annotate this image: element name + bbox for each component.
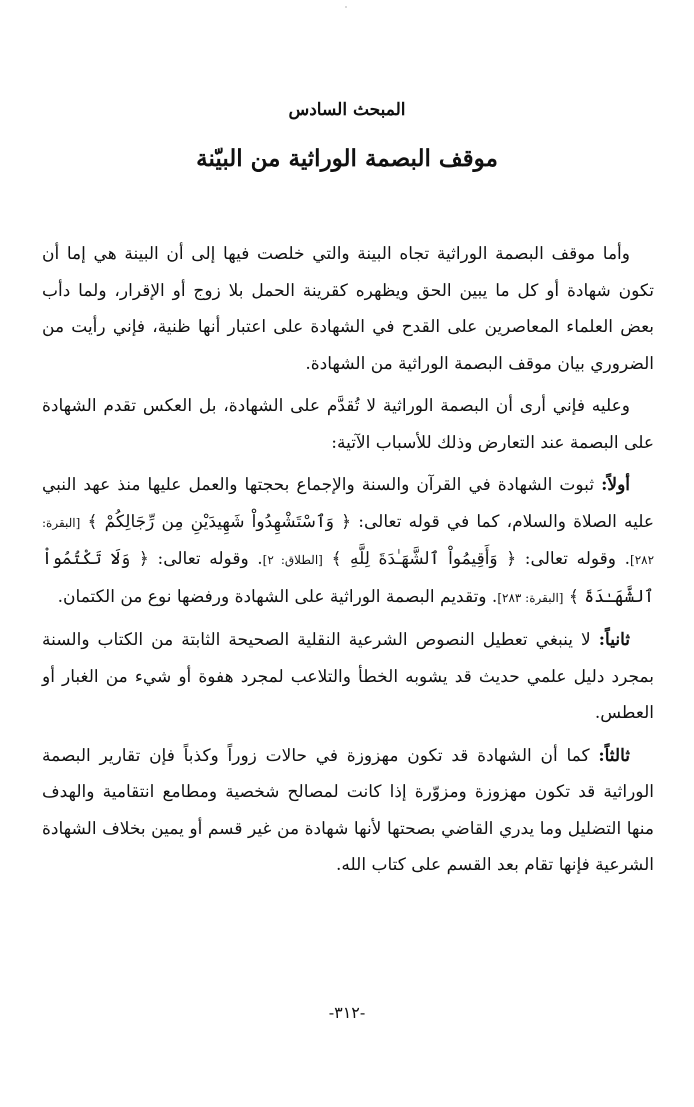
verse-ref-3: [البقرة: ٢٨٣]: [497, 590, 564, 605]
reason-first-paragraph: [42, 467, 654, 616]
reason-first-text-4: . وتقديم البصمة الوراثية على الشهادة ورفضها نوع من الكتمان.: [57, 586, 498, 607]
reason-first-text-3: . وقوله تعالى:: [157, 549, 263, 569]
reason-second-lead: ثانياً:: [598, 630, 630, 650]
reason-third-lead: ثالثاً:: [598, 745, 631, 766]
reason-first-text-2: . وقوله تعالى:: [524, 549, 630, 569]
intro-paragraph: وأما موقف البصمة الوراثية تجاه البينة والتي خلصت فيها إلى أن البينة هي إما أن تكون شهادة أو كل ما يبين الحق ويظهره كقرينة الحمل بلا زوج أو الإقرار، ولما دأب بعض العلماء المعاصرين على القدح في الشهادة على اعتبار أنها ظنية، فإني رأيت من الضروري بيان موقف البصمة الوراثية من الشهادة.: [42, 244, 654, 374]
reason-third-paragraph: [42, 738, 654, 884]
body-text: [42, 236, 654, 890]
reason-second-paragraph: [42, 622, 654, 732]
scan-mark: [345, 6, 347, 8]
page-number: -٣١٢-: [328, 1003, 366, 1022]
reason-third-text: كما أن الشهادة قد تكون مهزوزة في حالات زوراً وكذباً فإن تقارير البصمة الوراثية قد تكون مهزوزة ومزوّرة إذا كانت لمصالح شخصية ومطامع انتقامية والهدف منها التضليل وما يدري القاضي بصحتها لأنها شهادة من غير قسم أو يمين بخلاف الشهادة الشرعية فإنها تقام بعد القسم على كتاب الله.: [42, 745, 654, 875]
quran-verse-3: ﴿ وَلَا تَكْتُمُواْ ٱلشَّهَـٰدَةَ ﴾: [42, 549, 654, 607]
quran-verse-2: ﴿ وَأَقِيمُواْ ٱلشَّهَـٰدَةَ لِلَّهِ ﴾: [331, 549, 517, 569]
reason-second-text: لا ينبغي تعطيل النصوص الشرعية النقلية الصحيحة الثابتة من الكتاب والسنة بمجرد دليل علمي حديث قد يشوبه الخطأ والتلاعب لمجرد هفوة أو شيء من الغبار أو العطس.: [42, 630, 654, 723]
verse-ref-1: [البقرة: ٢٨٢]: [42, 515, 655, 567]
chapter-label: المبحث السادس: [288, 100, 406, 120]
reason-first-text-1: ثبوت الشهادة في القرآن والسنة والإجماع بحجتها والعمل عليها منذ عهد النبي عليه الصلاة والسلام، كما في قوله تعالى:: [42, 475, 654, 532]
verse-ref-2: [الطلاق: ٢]: [262, 553, 323, 567]
quran-verse-1: ﴿ وَٱسْتَشْهِدُواْ شَهِيدَيْنِ مِن رِّجَالِكُمْ ﴾: [87, 511, 352, 532]
thesis-paragraph: وعليه فإني أرى أن البصمة الوراثية لا تُقدَّم على الشهادة، بل العكس تقدم الشهادة على البصمة عند التعارض وذلك للأسباب الآتية:: [42, 396, 654, 453]
reason-first-lead: أولاً:: [601, 475, 630, 495]
section-title: موقف البصمة الوراثية من البيّنة: [196, 145, 498, 172]
